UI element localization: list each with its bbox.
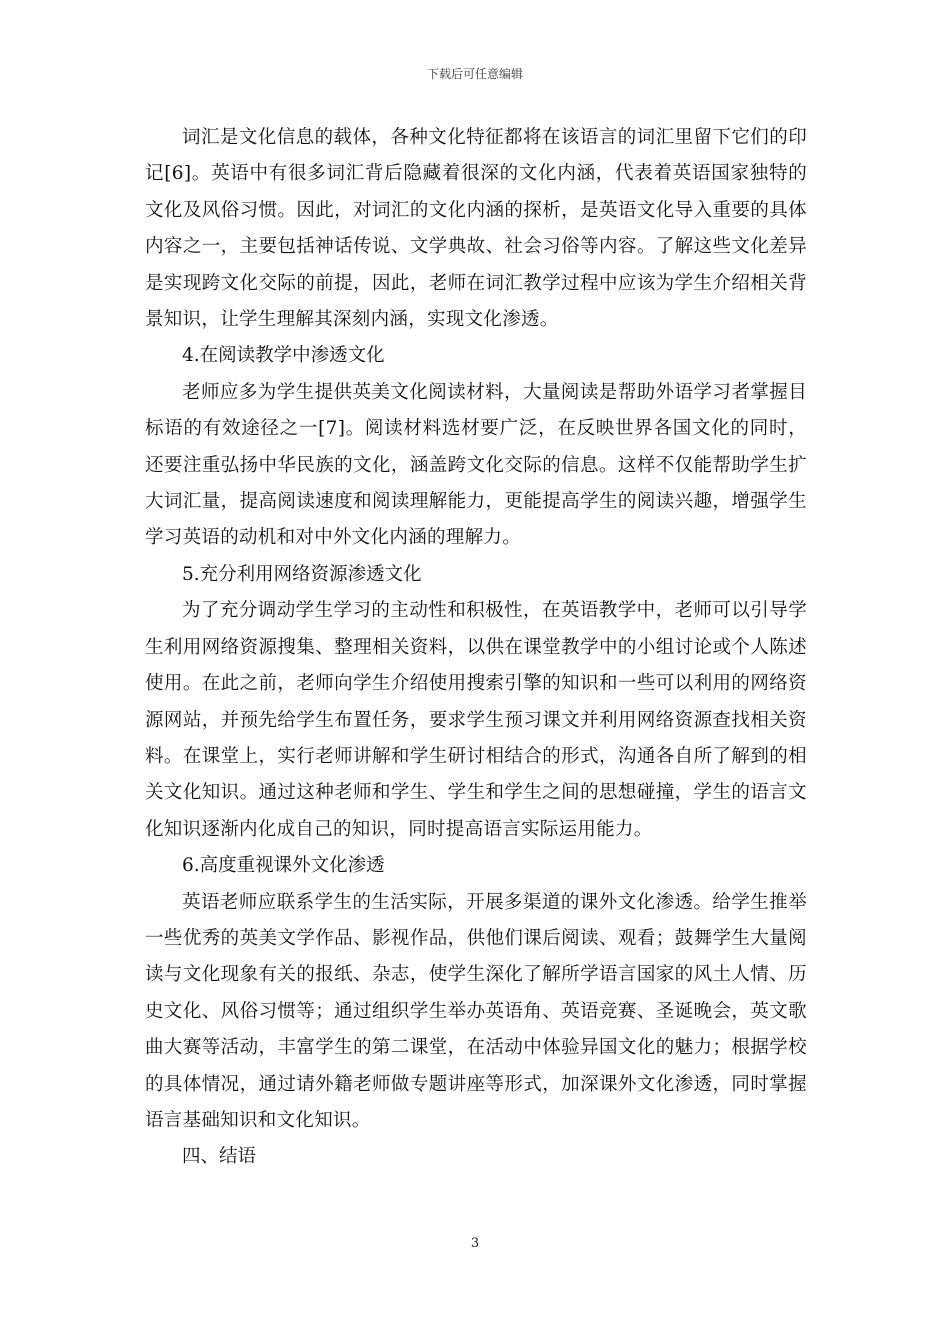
paragraph-network-resources: 为了充分调动学生学习的主动性和积极性，在英语教学中，老师可以引导学生利用网络资源搜集、整理相关资料，以供在课堂教学中的小组讨论或个人陈述使用。在此之前，老师向学生介绍使用搜索引擎的知识和一些可以利用的网络资源网站，并预先给学生布置任务，要求学生预习课文并利用网络资源查找相关资料。在课堂上，实行老师讲解和学生研讨相结合的形式，沟通各自所了解到的相关文化知识。通过这种老师和学生、学生和学生之间的思想碰撞，学生的语言文化知识逐渐内化成自己的知识，同时提高语言实际运用能力。	[145, 600, 807, 840]
paragraph-extracurricular-culture: 英语老师应联系学生的生活实际，开展多渠道的课外文化渗透。给学生推举一些优秀的英美文学作品、影视作品，供他们课后阅读、观看；鼓舞学生大量阅读与文化现象有关的报纸、杂志，使学生深化了解所学语言国家的风土人情、历史文化、风俗习惯等；通过组织学生举办英语角、英语竞赛、圣诞晚会，英文歌曲大赛等活动，丰富学生的第二课堂，在活动中体验异国文化的魅力；根据学校的具体情况，通过请外籍老师做专题讲座等形式，加深课外文化渗透，同时掌握语言基础知识和文化知识。	[145, 891, 807, 1131]
section-heading-4: 4.在阅读教学中渗透文化	[182, 345, 385, 367]
page-header-note: 下载后可任意编辑	[426, 67, 523, 81]
document-body	[145, 120, 807, 1176]
section-heading-conclusion: 四、结语	[182, 1146, 257, 1168]
paragraph-reading-culture: 老师应多为学生提供英美文化阅读材料，大量阅读是帮助外语学习者掌握目标语的有效途径之一[7]。阅读材料选材要广泛，在反映世界各国文化的同时，还要注重弘扬中华民族的文化，涵盖跨文化交际的信息。这样不仅能帮助学生扩大词汇量，提高阅读速度和阅读理解能力，更能提高学生的阅读兴趣，增强学生学习英语的动机和对中外文化内涵的理解力。	[145, 381, 807, 549]
section-heading-6: 6.高度重视课外文化渗透	[182, 855, 385, 877]
paragraph-vocabulary-culture: 词汇是文化信息的载体，各种文化特征都将在该语言的词汇里留下它们的印记[6]。英语中有很多词汇背后隐藏着很深的文化内涵，代表着英语国家独特的文化及风俗习惯。因此，对词汇的文化内涵的探析，是英语文化导入重要的具体内容之一，主要包括神话传说、文学典故、社会习俗等内容。了解这些文化差异是实现跨文化交际的前提，因此，老师在词汇教学过程中应该为学生介绍相关背景知识，让学生理解其深刻内涵，实现文化渗透。	[145, 127, 807, 331]
page-number: 3	[470, 1236, 480, 1251]
section-heading-5: 5.充分利用网络资源渗透文化	[182, 563, 422, 585]
